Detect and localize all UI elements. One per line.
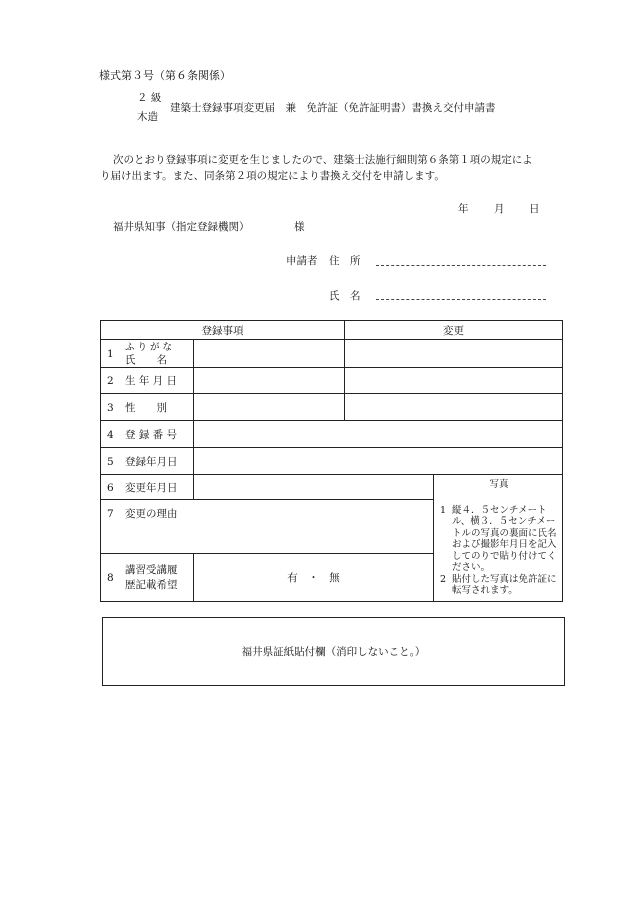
date-year: 年: [458, 203, 469, 215]
photo-title: 写真: [489, 479, 509, 490]
photo-area[interactable]: [434, 475, 563, 602]
gender-before-field[interactable]: [194, 394, 345, 421]
form-number: 様式第３号（第６条関係）: [99, 69, 231, 82]
row-label-change-date: 6 変更年月日: [101, 475, 194, 500]
name-label: 氏 名: [329, 290, 361, 302]
row-label-name: 1 ふ り が な 氏 名: [101, 340, 194, 368]
photo-note-1: 1 縦４．５センチメートル、横３．５センチメートルの写真の裏面に氏名および撮影年月日を記入してのりで貼り付けてください。: [440, 504, 557, 573]
body-text-line1: 次のとおり登録事項に変更を生じましたので、建築士法施行細則第６条第１項の規定によ: [113, 154, 533, 166]
revenue-stamp-label: 福井県証紙貼付欄（消印しないこと。）: [241, 646, 426, 658]
revenue-stamp-box: [102, 617, 565, 686]
applicant-label: 申請者: [286, 255, 318, 267]
table-row: [101, 394, 563, 421]
table-row: [101, 421, 563, 448]
registration-table: [100, 320, 563, 602]
header-registration-items: 登録事項: [101, 321, 345, 340]
change-date-field[interactable]: [194, 475, 434, 500]
name-field[interactable]: [376, 299, 546, 300]
name-after-field[interactable]: [345, 340, 563, 368]
gender-after-field[interactable]: [345, 394, 563, 421]
table-row: [101, 475, 563, 500]
addressee-honorific: 様: [294, 221, 305, 233]
address-field[interactable]: [376, 265, 546, 266]
birthdate-before-field[interactable]: [194, 368, 345, 394]
reg-number-field[interactable]: [194, 421, 563, 448]
reg-date-field[interactable]: [194, 448, 563, 475]
birthdate-after-field[interactable]: [345, 368, 563, 394]
table-row: [101, 368, 563, 394]
table-row: [101, 340, 563, 368]
form-title: 建築士登録事項変更届 兼 免許証（免許証明書）書換え交付申請書: [170, 102, 496, 114]
body-text-line2: り届け出ます。また、同条第２項の規定により書換え交付を申請します。: [100, 170, 445, 182]
row-label-birthdate: 2 生 年 月 日: [101, 368, 194, 394]
photo-note-2: 2 貼付した写真は免許証に転写されます。: [440, 573, 557, 596]
row-label-reg-number: 4 登 録 番 号: [101, 421, 194, 448]
row-label-gender: 3 性 別: [101, 394, 194, 421]
name-before-field[interactable]: [194, 340, 345, 368]
change-reason-field[interactable]: 7 変更の理由: [101, 500, 434, 554]
table-row: [101, 448, 563, 475]
row-label-reg-date: 5 登録年月日: [101, 448, 194, 475]
date-day: 日: [529, 203, 540, 215]
date-month: 月: [494, 203, 505, 215]
title-grade-2: ２ 級: [137, 92, 162, 104]
title-grade-wood: 木造: [137, 111, 158, 123]
row-label-course-history: 8 講習受講履 歴記載希望: [101, 554, 194, 602]
address-label: 住 所: [329, 255, 361, 267]
course-history-choice[interactable]: 有 ・ 無: [194, 554, 434, 602]
furigana-label: ふ り が な: [125, 341, 173, 353]
addressee-name: 福井県知事（指定登録機関）: [113, 221, 250, 233]
header-change: 変更: [345, 321, 563, 340]
